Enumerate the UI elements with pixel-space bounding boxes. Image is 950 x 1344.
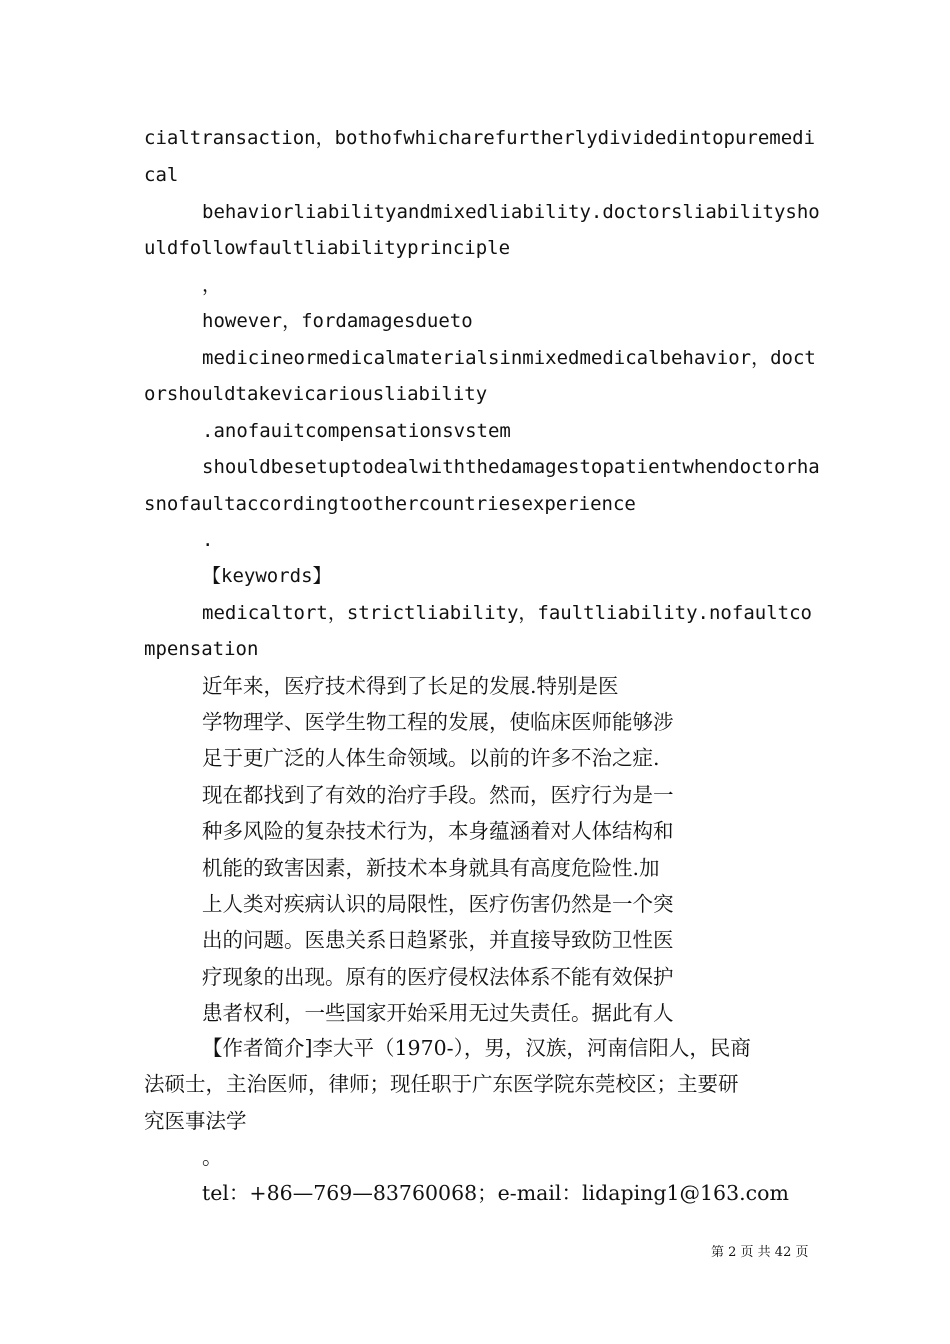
keywords-heading: 【keywords】 <box>202 565 332 587</box>
author-note-line: 究医事法学 <box>144 1109 247 1133</box>
text-line: shouldbesetuptodealwiththedamagestopatientwhendoctorha <box>202 456 820 478</box>
keywords-line: medicaltort，strictliability，faultliability.nofaultco <box>202 602 812 624</box>
text-line: cal <box>144 164 179 186</box>
text-line: cialtransaction，bothofwhicharefurtherlydividedintopuremedi <box>144 127 816 149</box>
text-line: 机能的致害因素，新技术本身就具有高度危险性.加 <box>202 856 660 880</box>
text-line: behaviorliabilityandmixedliability.doctorsliabilitysho <box>202 201 820 223</box>
text-line: 近年来，医疗技术得到了长足的发展.特别是医 <box>202 674 619 698</box>
text-line: however，fordamagesdueto <box>202 310 473 332</box>
page-number: 第 2 页 共 42 页 <box>711 1245 809 1260</box>
text-line: . <box>202 529 214 551</box>
text-line: orshouldtakevicariousliability <box>144 383 488 405</box>
text-line: 种多风险的复杂技术行为，本身蕴涵着对人体结构和 <box>202 819 674 843</box>
text-line: 现在都找到了有效的治疗手段。然而，医疗行为是一 <box>202 783 674 807</box>
author-note-line: 【作者简介]李大平（1970-），男，汉族，河南信阳人，民商 <box>202 1036 751 1060</box>
text-line: 上人类对疾病认识的局限性，医疗伤害仍然是一个突 <box>202 892 674 916</box>
contact-line: tel：+86—769—83760068；e-mail：lidaping1@163.com <box>202 1181 789 1205</box>
author-note-line: 法硕士，主治医师，律师；现任职于广东医学院东莞校区；主要研 <box>144 1072 739 1096</box>
author-note-line: 。 <box>202 1145 223 1169</box>
text-line: ， <box>202 274 222 296</box>
text-line: medicineormedicalmaterialsinmixedmedicalbehavior，doct <box>202 347 816 369</box>
text-line: 疗现象的出现。原有的医疗侵权法体系不能有效保护 <box>202 965 674 989</box>
text-line: 患者权利，一些国家开始采用无过失责任。据此有人 <box>202 1001 674 1025</box>
keywords-line: mpensation <box>144 638 259 660</box>
text-line: 足于更广泛的人体生命领域。以前的许多不治之症. <box>202 746 660 770</box>
text-line: 出的问题。医患关系日趋紧张，并直接导致防卫性医 <box>202 928 674 952</box>
text-line: uldfollowfaultliabilityprinciple <box>144 237 511 259</box>
text-line: snofaultaccordingtoothercountriesexperience <box>144 493 636 515</box>
text-line: 学物理学、医学生物工程的发展，使临床医师能够涉 <box>202 710 674 734</box>
text-line: .anofauitcompensationsvstem <box>202 420 511 442</box>
